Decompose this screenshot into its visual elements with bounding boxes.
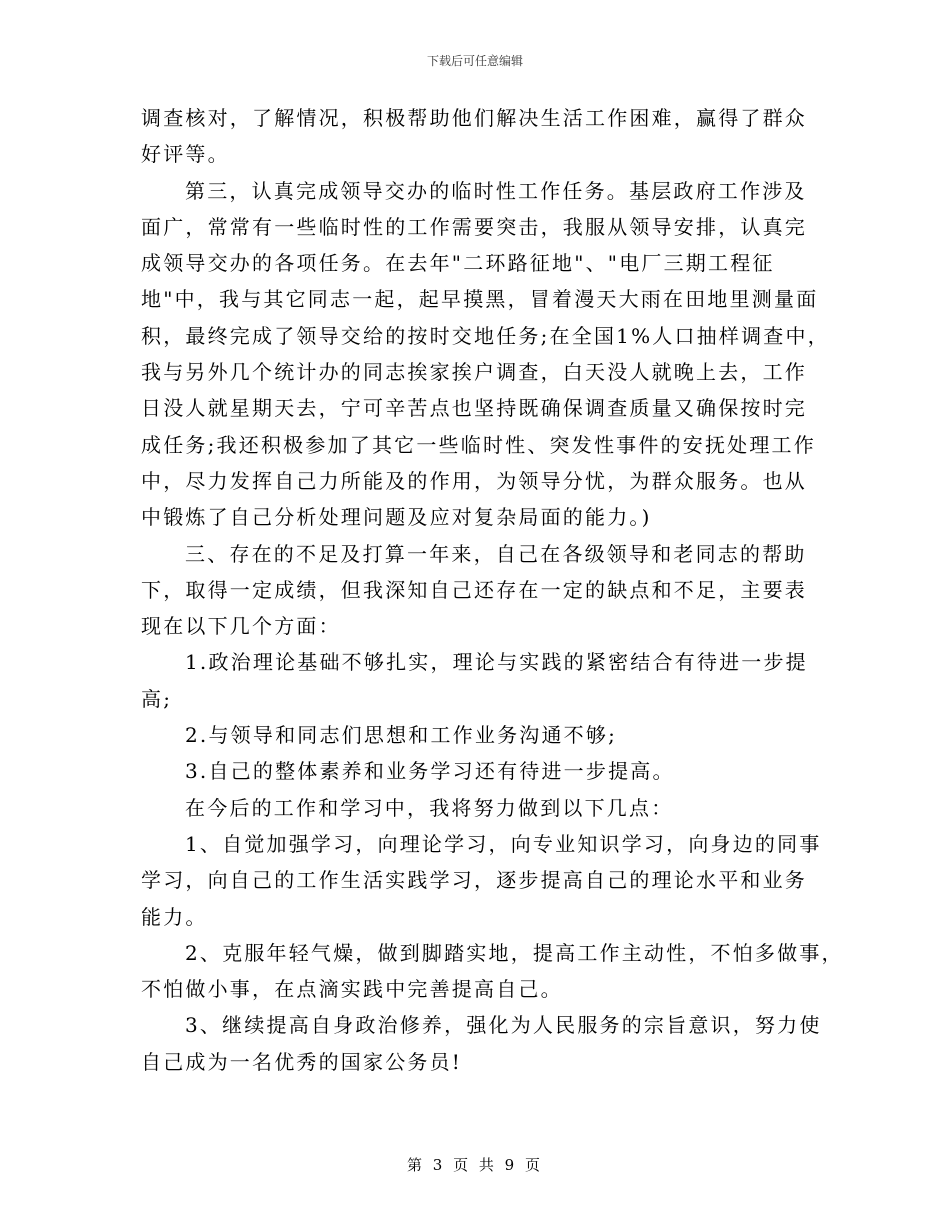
- paragraph-line: 成领导交办的各项任务。在去年"二环路征地"、"电厂三期工程征: [141, 251, 775, 276]
- paragraph-line: 现在以下几个方面：: [141, 614, 341, 639]
- paragraph-1: [141, 100, 811, 173]
- paragraph-9: [141, 935, 844, 1008]
- header-note: 下载后可任意编辑: [426, 54, 523, 68]
- paragraph-line: 三、存在的不足及打算一年来，自己在各级领导和老同志的帮助: [185, 541, 807, 566]
- paragraph-line: 第三，认真完成领导交办的临时性工作任务。基层政府工作涉及: [185, 178, 807, 203]
- paragraph-line: 好评等。: [141, 142, 230, 167]
- paragraph-line: 自己成为一名优秀的国家公务员!: [141, 1049, 463, 1074]
- paragraph-6: [141, 753, 811, 789]
- paragraph-line: 1.政治理论基础不够扎实，理论与实践的紧密结合有待进一步提: [185, 650, 808, 675]
- paragraph-line: 学习，向自己的工作生活实践学习，逐步提高自己的理论水平和业务: [141, 868, 807, 893]
- paragraph-line: 能力。: [141, 904, 208, 929]
- paragraph-3: [141, 536, 811, 645]
- paragraph-line: 高;: [141, 686, 173, 711]
- paragraph-5: [141, 717, 811, 753]
- paragraph-7: [141, 790, 811, 826]
- paragraph-line: 积，最终完成了领导交给的按时交地任务;在全国1%人口抽样调查中，: [141, 323, 830, 348]
- paragraph-line: 中，尽力发挥自己力所能及的作用，为领导分忧，为群众服务。也从: [141, 468, 807, 493]
- paragraph-line: 下，取得一定成绩，但我深知自己还存在一定的缺点和不足，主要表: [141, 577, 807, 602]
- paragraph-line: 在今后的工作和学习中，我将努力做到以下几点：: [185, 795, 674, 820]
- paragraph-line: 我与另外几个统计办的同志挨家挨户调查，白天没人就晚上去，工作: [141, 360, 807, 385]
- page-number: 第 3 页 共 9 页: [407, 1156, 543, 1174]
- paragraph-line: 日没人就星期天去，宁可辛苦点也坚持既确保调查质量又确保按时完: [141, 396, 807, 421]
- paragraph-line: 成任务;我还积极参加了其它一些临时性、突发性事件的安抚处理工作: [141, 432, 816, 457]
- document-body: [141, 100, 844, 1080]
- paragraph-2: [141, 173, 830, 536]
- paragraph-8: [141, 826, 822, 935]
- paragraph-line: 地"中，我与其它同志一起，起早摸黑，冒着漫天大雨在田地里测量面: [141, 287, 819, 312]
- paragraph-line: 2、克服年轻气燥，做到脚踏实地，提高工作主动性，不怕多做事，: [185, 940, 844, 965]
- paragraph-line: 3.自己的整体素养和业务学习还有待进一步提高。: [185, 759, 675, 784]
- paragraph-line: 不怕做小事，在点滴实践中完善提高自己。: [141, 977, 563, 1002]
- paragraph-4: [141, 644, 811, 717]
- paragraph-line: 1、自觉加强学习，向理论学习，向专业知识学习，向身边的同事: [185, 831, 822, 856]
- paragraph-line: 中锻炼了自己分析处理问题及应对复杂局面的能力。): [141, 505, 652, 530]
- paragraph-line: 2.与领导和同志们思想和工作业务沟通不够;: [185, 723, 618, 748]
- paragraph-line: 面广，常常有一些临时性的工作需要突击，我服从领导安排，认真完: [141, 214, 807, 239]
- paragraph-line: 3、继续提高自身政治修养，强化为人民服务的宗旨意识，努力使: [185, 1013, 822, 1038]
- paragraph-line: 调查核对，了解情况，积极帮助他们解决生活工作困难，赢得了群众: [141, 106, 807, 130]
- paragraph-10: [141, 1007, 822, 1080]
